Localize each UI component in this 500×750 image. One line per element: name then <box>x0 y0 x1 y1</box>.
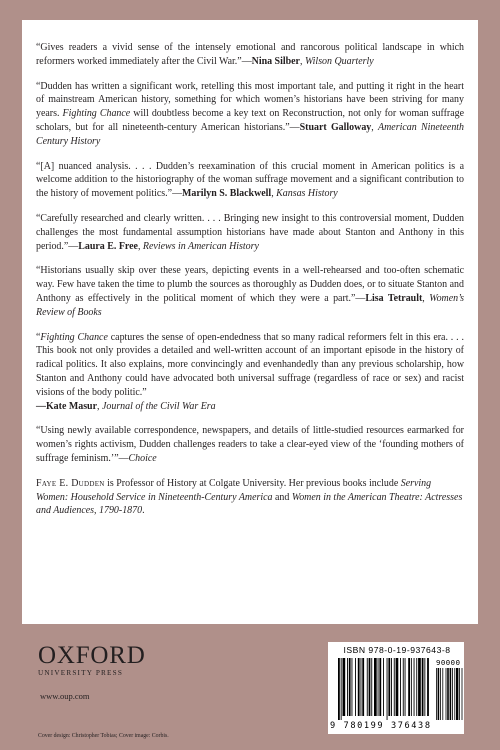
barcode-bar <box>361 658 362 716</box>
review-quote <box>36 212 464 253</box>
quote-text: captures the sense of open-endedness that so many radical reformers felt in this era. . . . This book not only provides a detailed and well-written account of an important episode in the history of radical politics. It also explains, more convincingly and evenhandedly than any previous scholarship, how Stanton and Anthony could have advocated both universal suffrage (regardless of race or sex) and racist visions of the body politic.” <box>36 331 464 398</box>
bio-book-1: Serving Women: Household Service in Nineteenth-Century America <box>36 477 432 503</box>
quote-source: American Nineteenth Century History <box>36 121 465 147</box>
quote-attribution: Stuart Galloway <box>299 121 372 133</box>
quote-attribution: —Kate Masur <box>36 400 97 412</box>
barcode-bar <box>424 658 425 716</box>
barcode-addon-digits: 90000 <box>436 658 461 667</box>
barcode-addon-bar <box>436 668 437 720</box>
barcode-bar <box>341 658 342 720</box>
barcode-bar <box>355 658 356 716</box>
quote-source: Wilson Quarterly <box>304 55 374 67</box>
barcode-addon-bar <box>442 668 443 720</box>
quote-text: Fighting Chance <box>40 331 108 343</box>
quote-source: Choice <box>128 452 157 464</box>
barcode-bar <box>347 658 348 716</box>
university-press-label: UNIVERSITY PRESS <box>38 669 124 677</box>
quote-text: “Dudden has written a significant work, retelling this most important tale, and putting it right in the heart of mainstream American history, something for which women’s historians have been striving for many years. <box>36 80 464 120</box>
author-name: Faye E. Dudden <box>36 477 105 489</box>
isbn-label: ISBN 978-0-19-937643-8 <box>343 645 451 655</box>
barcode-bar <box>362 658 364 716</box>
bio-text-2: and <box>272 491 292 503</box>
quote-source: Reviews in American History <box>142 240 259 252</box>
quote-text: , <box>371 121 379 133</box>
barcode-bar <box>414 658 415 716</box>
barcode-bar <box>403 658 404 716</box>
barcode-bar <box>422 658 424 716</box>
review-quote <box>36 424 464 465</box>
quote-text: “Gives readers a vivid sense of the intensely emotional and rancorous political landscape in which reformers worked immediately after the Civil War.”— <box>36 42 464 67</box>
quote-text: “Using newly available correspondence, newspapers, and details of little-studied resources earmarked for women’s rights activism, Dudden challenges readers to take a clear-eyed view of the ‘founding mothers of suffrage feminism.’”— <box>36 425 464 464</box>
quote-text: , <box>271 188 277 200</box>
barcode-digits: 9 780199 376438 <box>330 721 432 731</box>
review-quote <box>36 41 464 69</box>
barcode-bar <box>418 658 421 716</box>
quote-text: Fighting Chance <box>62 108 131 120</box>
publisher-url: www.oup.com <box>40 691 90 701</box>
quote-text: , <box>137 240 143 252</box>
barcode-bar <box>379 658 381 716</box>
barcode-bar <box>378 658 379 716</box>
review-quote <box>36 160 464 201</box>
quote-text: “Historians usually skip over these years, depicting events in a well-rehearsed and too-often schematic way. Few have taken the time to plumb the sources as thoroughly as Dudden does, or to situate Stanton and Anthony as effectively in the political moment of which they were a part.”— <box>36 265 464 304</box>
barcode-bar <box>383 658 384 716</box>
barcode-bar <box>358 658 360 716</box>
barcode-icon <box>328 658 464 722</box>
barcode-block <box>328 642 464 734</box>
review-quote <box>36 80 464 149</box>
quote-attribution: Laura E. Free <box>78 240 138 252</box>
barcode-bar <box>371 658 372 716</box>
quote-attribution: Marilyn S. Blackwell <box>182 188 272 200</box>
barcode-bar <box>391 658 392 716</box>
quotes-panel <box>22 20 478 624</box>
review-quote <box>36 331 464 414</box>
publisher-logo <box>38 644 146 677</box>
barcode-bar <box>416 658 417 716</box>
barcode-bar <box>394 658 395 716</box>
barcode-bar <box>400 658 401 716</box>
bio-text-3: . <box>142 505 145 517</box>
barcode-addon-bar <box>454 668 455 720</box>
quote-attribution: Lisa Tetrault <box>365 292 423 304</box>
barcode-addon-bar <box>440 668 441 720</box>
barcode-bar <box>388 658 390 716</box>
barcode-bar <box>427 658 429 716</box>
barcode-bar <box>408 658 410 716</box>
quote-text: “Carefully researched and clearly written. . . . Bringing new insight to this controversial moment, Dudden challenges the most fundamental assumption historians have made about Stanton and Anthony in this period.”— <box>36 212 464 252</box>
barcode-bar <box>352 658 353 716</box>
quote-text: , <box>299 55 305 67</box>
barcode-bar <box>369 658 371 716</box>
barcode-bar <box>396 658 399 716</box>
barcode-addon-bar <box>462 668 463 720</box>
barcode-bar <box>411 658 412 716</box>
barcode-addon-bar <box>452 668 453 720</box>
review-quotes <box>36 41 464 466</box>
barcode-addon-bar <box>450 668 452 720</box>
author-bio <box>36 477 464 518</box>
barcode-addon-bar <box>456 668 458 720</box>
barcode-bar <box>343 658 346 716</box>
barcode-addon-bar <box>447 668 449 720</box>
barcode-addon-bar <box>438 668 440 720</box>
quote-source: Women’s Review of Books <box>36 292 464 318</box>
quote-source: Kansas History <box>276 188 338 200</box>
barcode-bar <box>349 658 351 716</box>
barcode-bar <box>374 658 377 716</box>
barcode-bar <box>387 658 388 720</box>
cover-credits: Cover design: Christopher Tobias; Cover image: Corbis. <box>38 733 169 739</box>
quote-text: “[A] nuanced analysis. . . . Dudden’s reexamination of this crucial moment in American politics is a welcome addition to the historiography of the woman suffrage movement and a significant contribution to the history of movement politics.”— <box>36 160 464 200</box>
quote-text: will doubtless become a key text on Reconstruction, not only for woman suffrage scholars, but for all nineteenth-century American historians.”— <box>36 108 465 133</box>
quote-text: “ <box>36 331 41 343</box>
barcode-addon-bar <box>446 668 447 720</box>
quote-attribution: Nina Silber <box>251 55 300 67</box>
barcode-bar <box>405 658 406 716</box>
review-quote <box>36 264 464 319</box>
oxford-wordmark: OXFORD <box>38 642 146 669</box>
quote-text: , <box>422 292 430 304</box>
quote-source: Journal of the Civil War Era <box>101 400 216 412</box>
barcode-addon-bar <box>459 668 460 720</box>
bio-text-1: is Professor of History at Colgate University. Her previous books include <box>104 477 401 489</box>
bio-book-2: Women in the American Theatre: Actresses and Audiences, 1790-1870 <box>36 491 463 517</box>
barcode-bar <box>367 658 368 716</box>
quote-text: , <box>97 400 102 412</box>
barcode-bar <box>338 658 340 720</box>
